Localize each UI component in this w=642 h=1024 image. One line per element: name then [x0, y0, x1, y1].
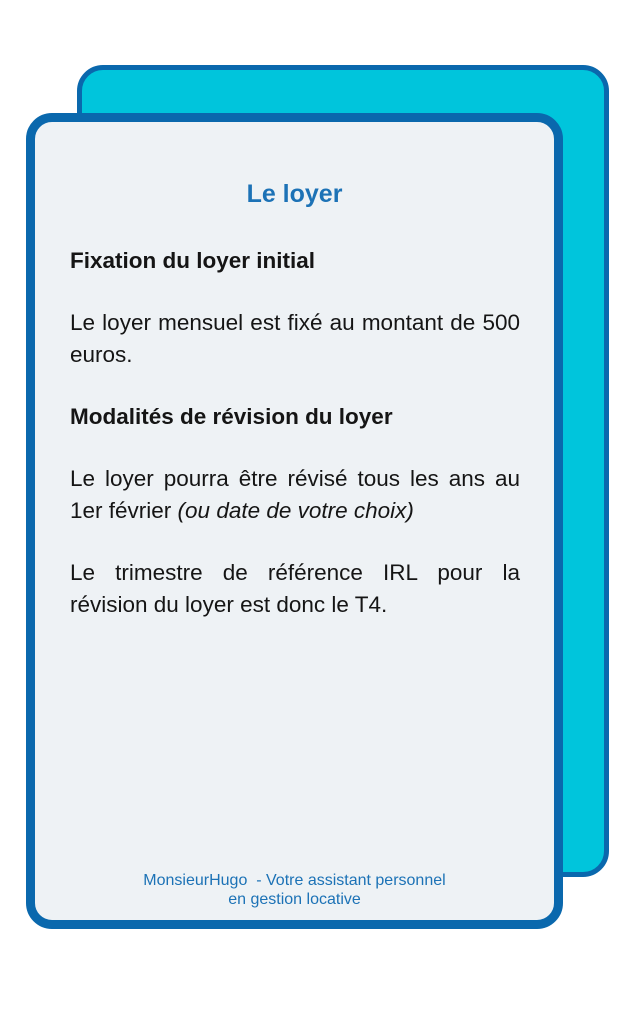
revision-schedule-text: Le loyer pourra être révisé tous les ans au 1er février	[70, 466, 520, 523]
card-content	[70, 245, 520, 651]
paragraph-revision-schedule	[70, 463, 520, 527]
footer-line-1: MonsieurHugo - Votre assistant personnel	[143, 872, 446, 889]
section-heading-revision: Modalités de révision du loyer	[70, 404, 393, 429]
card-title: Le loyer	[246, 180, 343, 208]
section-heading-initial-rent: Fixation du loyer initial	[70, 248, 316, 273]
paragraph-rent-amount: Le loyer mensuel est fixé au montant de 500 euros.	[70, 310, 520, 367]
footer-credit	[35, 871, 554, 909]
info-card	[26, 113, 563, 929]
paragraph-irl-quarter: Le trimestre de référence IRL pour la révision du loyer est donc le T4.	[70, 560, 520, 617]
footer-line-2: en gestion locative	[228, 891, 361, 908]
revision-schedule-note: (ou date de votre choix)	[177, 498, 414, 523]
